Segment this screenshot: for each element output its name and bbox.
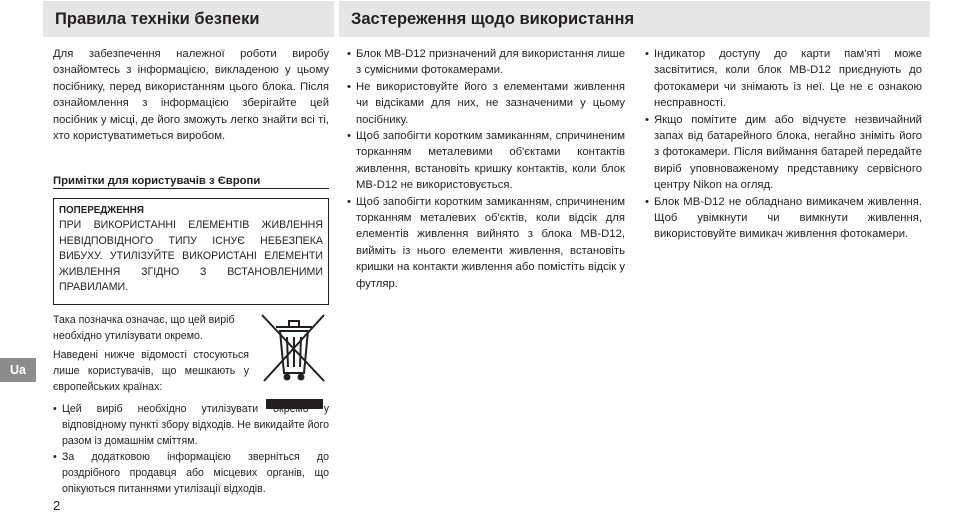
list-item: • Цей виріб необхідно утилізувати окремо у відповідному пункті збору відходів. Не викидайте його разом із домашнім сміттям. — [53, 403, 329, 447]
crossed-out-wheelie-bin-icon — [260, 313, 328, 385]
list-item: • Щоб запобігти коротким замиканням, спричиненим торканням металевих об'єктів, коли відсік для елементів живлення вийнято з блока MB-D12, вийміть із нього елементи живлення, встановіть кришки на контакти живлення або помістіть відсік у футляр. — [347, 195, 625, 290]
recycle-note: Така позначка означає, що цей виріб необхідно утилізувати окремо. — [53, 314, 235, 342]
list-item: • Блок MB-D12 призначений для використання лише з сумісними фотокамерами. — [347, 48, 625, 77]
list-item: • Не використовуйте його з елементами живлення чи відсіками для них, не зазначеними у цьому посібнику. — [347, 80, 625, 126]
section-title-precautions: Застереження щодо використання — [339, 1, 930, 37]
section-title-safety: Правила техніки безпеки — [43, 1, 334, 37]
warning-box — [53, 198, 329, 305]
warning-title: ПОПЕРЕДЖЕННЯ — [59, 205, 144, 216]
intro-paragraph: Для забезпечення належної роботи виробу ознайомтесь з інформацією, викладеною у цьому посібнику, перед використанням цього блока. Після ознайомлення з інформацією зберігайте цей посібник у місці, де його зможуть легко знайти всі ті, хто користуватиметься виробом. — [53, 48, 329, 143]
europe-bullet-list — [53, 401, 329, 497]
precautions-column-1 — [347, 46, 625, 292]
europe-note: Наведені нижче відомості стосуються лише користувачів, що мешкають у європейських країнах: — [53, 349, 249, 393]
list-item: • Щоб запобігти коротким замиканням, спричиненим торканням металевими об'єктами контактів живлення, встановіть кришку контактів, коли блок MB-D12 не використовується. — [347, 130, 625, 192]
list-item: • Якщо помітите дим або відчуєте незвичайний запах від батарейного блока, негайно зніміть його з фотокамери. Після виймання батарей передайте виріб уповноваженому представнику сервісного центру Nikon на огляд. — [645, 113, 922, 192]
europe-subheading: Примітки для користувачів з Європи — [53, 175, 329, 189]
language-tab: Ua — [0, 358, 36, 382]
list-item: • Індикатор доступу до карти пам'яті може засвітитися, коли блок MB-D12 приєднують до фотокамери чи знімають із неї. Це не є ознакою несправності. — [645, 48, 922, 110]
page-number: 2 — [53, 498, 61, 513]
precautions-column-2 — [645, 46, 922, 243]
list-item: • За додатковою інформацією зверніться до роздрібного продавця або місцевих органів, що опікуються питаннями утилізації відходів. — [53, 451, 329, 495]
list-item: • Блок MB-D12 не обладнано вимикачем живлення. Щоб увімкнути чи вимкнути живлення, використовуйте вимикач живлення фотокамери. — [645, 195, 922, 241]
warning-body: ПРИ ВИКОРИСТАННІ ЕЛЕМЕНТІВ ЖИВЛЕННЯ НЕВІДПОВІДНОГО ТИПУ ІСНУЄ НЕБЕЗПЕКА ВИБУХУ. УТИЛІЗУЙТЕ ВИКОРИСТАНІ ЕЛЕМЕНТИ ЖИВЛЕННЯ ЗГІДНО З ВСТАНОВЛЕНИМИ ПРАВИЛАМИ. — [59, 219, 323, 294]
